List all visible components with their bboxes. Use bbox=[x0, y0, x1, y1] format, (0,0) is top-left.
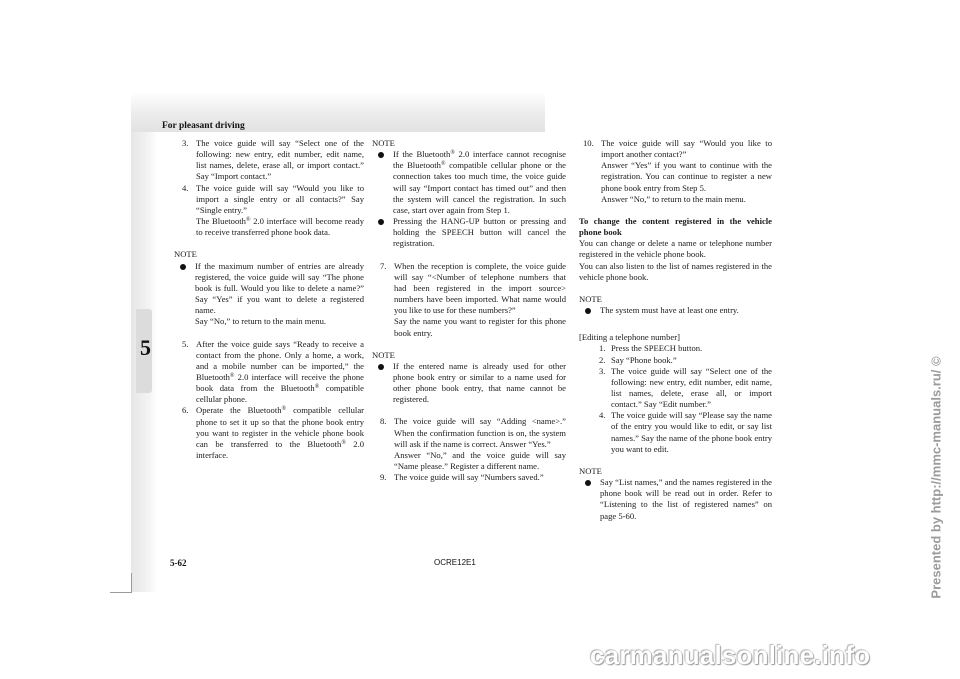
note-text: Pressing the HANG-UP button or pressing and holding the SPEECH button will cancel the registration. bbox=[393, 216, 566, 249]
step-text: The voice guide will say “Select one of the following: new entry, edit number, edit name, list names, delete, erase all, or import contact.” Say “Edit number.” bbox=[611, 365, 772, 410]
side-watermark: Presented by http://mmc-manuals.ru/ © bbox=[928, 356, 944, 599]
note-text: The system must have at least one entry. bbox=[600, 305, 739, 316]
step-text: The Bluetooth bbox=[196, 216, 246, 227]
step-number: 1. bbox=[599, 343, 606, 354]
document-code: OCRE12E1 bbox=[434, 558, 476, 567]
step-number: 6. bbox=[182, 405, 189, 416]
step-number: 8. bbox=[380, 416, 387, 427]
bullet-icon bbox=[378, 152, 384, 158]
note-text: If the maximum number of entries are already registered, the voice guide will say “The phone book is full. Would you like to delete a name?” Say “Yes” if you want to delete a registered name. bbox=[195, 260, 364, 316]
step-text: Operate the Bluetooth bbox=[196, 405, 282, 416]
step-text: The voice guide will say “Would you like to import another contact?” bbox=[601, 138, 772, 160]
note-label: NOTE bbox=[579, 293, 602, 304]
column-middle bbox=[372, 138, 566, 483]
step-text: Say the name you want to register for this phone book entry. bbox=[394, 316, 566, 338]
step-text: The voice guide will say “Please say the name of the entry you would like to edit, or say list names.” Say the name of the phone book entry you want to edit. bbox=[611, 410, 772, 454]
paragraph: You can change or delete a name or telephone number registered in the vehicle phone book. bbox=[579, 238, 772, 260]
note-text: If the Bluetooth bbox=[393, 149, 451, 160]
step-text: Answer “Yes” if you want to continue with the registration. You can continue to register a new phone book entry from Step 5. bbox=[601, 160, 772, 193]
bullet-icon bbox=[585, 480, 591, 486]
page-number: 5-62 bbox=[170, 558, 187, 568]
edit-step-3 bbox=[579, 366, 772, 411]
note-bullet bbox=[372, 361, 566, 406]
step-6 bbox=[174, 405, 364, 461]
note-label: NOTE bbox=[174, 249, 197, 260]
step-text: The voice guide will say “Numbers saved.” bbox=[394, 472, 544, 483]
note-label: NOTE bbox=[372, 349, 395, 360]
section-title: For pleasant driving bbox=[162, 121, 245, 131]
registered-mark: ® bbox=[341, 439, 346, 446]
step-number: 5. bbox=[182, 338, 189, 349]
column-right bbox=[579, 138, 772, 522]
step-9 bbox=[372, 472, 566, 483]
note-text: 2.0 interface cannot recognise the Bluetooth bbox=[393, 149, 566, 171]
step-text: Answer “No,” to return to the main menu. bbox=[601, 193, 746, 204]
registered-mark: ® bbox=[229, 372, 235, 379]
step-10 bbox=[579, 138, 772, 205]
edit-step-1 bbox=[579, 343, 772, 354]
step-number: 10. bbox=[583, 138, 594, 148]
step-text: compatible cellular phone to set it up so that the phone book entry you want to register in the vehicle phone book can be transferred to the Bluetooth bbox=[196, 405, 365, 449]
step-text: The voice guide will say “Adding <name>.” When the confirmation function is on, the system will ask if the name is correct. Answer “Yes.” bbox=[394, 416, 566, 449]
step-text: The voice guide will say “Would you like to import a single entry or all contacts?” Say “Single entry.” bbox=[196, 182, 364, 215]
note-label: NOTE bbox=[579, 465, 602, 476]
registered-mark: ® bbox=[440, 161, 446, 168]
paragraph: You can also listen to the list of names registered in the vehicle phone book. bbox=[579, 260, 772, 282]
step-7 bbox=[372, 261, 566, 339]
step-3 bbox=[174, 138, 364, 183]
step-text: 2.0 interface. bbox=[196, 438, 365, 461]
step-text: Answer “No,” and the voice guide will say “Name please.” Register a different name. bbox=[394, 449, 566, 472]
step-number: 4. bbox=[182, 182, 189, 193]
note-bullet bbox=[372, 216, 566, 249]
edit-step-2 bbox=[579, 355, 772, 366]
registered-mark: ® bbox=[314, 384, 320, 391]
crop-mark bbox=[110, 592, 131, 593]
crop-mark bbox=[131, 573, 132, 593]
bullet-icon bbox=[378, 364, 384, 370]
step-number: 2. bbox=[599, 354, 606, 365]
bullet-icon bbox=[585, 308, 591, 314]
step-number: 3. bbox=[599, 365, 606, 376]
subsection-heading: [Editing a telephone number] bbox=[579, 332, 680, 343]
note-bullet bbox=[174, 261, 364, 328]
section-heading: To change the content registered in the vehicle phone book bbox=[579, 215, 772, 238]
note-label: NOTE bbox=[372, 138, 395, 148]
step-number: 9. bbox=[380, 472, 387, 483]
note-text: Say “List names,” and the names registered in the phone book will be read out in order. Refer to “Listening to the list of registered names” on page 5-60. bbox=[600, 477, 772, 521]
step-5 bbox=[174, 339, 364, 406]
step-text: When the reception is complete, the voice guide will say “<Number of telephone numbers that had been registered in the import source> numbers have been imported. What name would you like to use for these numbers?” bbox=[394, 260, 566, 316]
step-text: Say “Phone book.” bbox=[611, 354, 677, 365]
step-number: 3. bbox=[182, 138, 189, 148]
registered-mark: ® bbox=[245, 217, 251, 224]
note-text: compatible cellular phone or the connection takes too much time, the voice guide will say “Import contact has timed out” and then the system will cancel the registration. In such case, start over again from Step 1. bbox=[393, 160, 566, 215]
step-text: After the voice guide says “Ready to receive a contact from the phone. Only a home, a work, and a mobile number can be imported,” the Bluetooth bbox=[196, 338, 364, 382]
step-text: 2.0 interface will become ready to receive transferred phone book data. bbox=[196, 216, 365, 238]
note-text: If the entered name is already used for other phone book entry or similar to a name used for other phone book entry, that name cannot be registered. bbox=[393, 360, 566, 405]
bottom-watermark: carmanualsonline.info bbox=[590, 640, 871, 670]
note-text: Say “No,” to return to the main menu. bbox=[195, 316, 327, 327]
step-text: Press the SPEECH button. bbox=[611, 343, 703, 354]
step-number: 7. bbox=[380, 260, 387, 271]
column-left bbox=[174, 138, 364, 461]
step-number: 4. bbox=[599, 410, 606, 421]
note-bullet bbox=[579, 305, 772, 316]
bullet-icon bbox=[180, 264, 186, 270]
bullet-icon bbox=[378, 219, 384, 225]
registered-mark: ® bbox=[450, 150, 455, 157]
step-text: The voice guide will say “Select one of the following: new entry, edit number, edit name, list names, delete, erase all, or import contact.” Say “Import contact.” bbox=[196, 138, 364, 182]
step-8 bbox=[372, 416, 566, 472]
edit-step-4 bbox=[579, 410, 772, 455]
step-4 bbox=[174, 183, 364, 239]
step-text: compatible cellular phone. bbox=[196, 383, 364, 405]
registered-mark: ® bbox=[281, 406, 287, 413]
note-bullet bbox=[579, 477, 772, 522]
note-bullet bbox=[372, 149, 566, 216]
chapter-number: 5 bbox=[140, 335, 151, 360]
step-text: 2.0 interface will receive the phone book data from the Bluetooth bbox=[196, 371, 364, 394]
